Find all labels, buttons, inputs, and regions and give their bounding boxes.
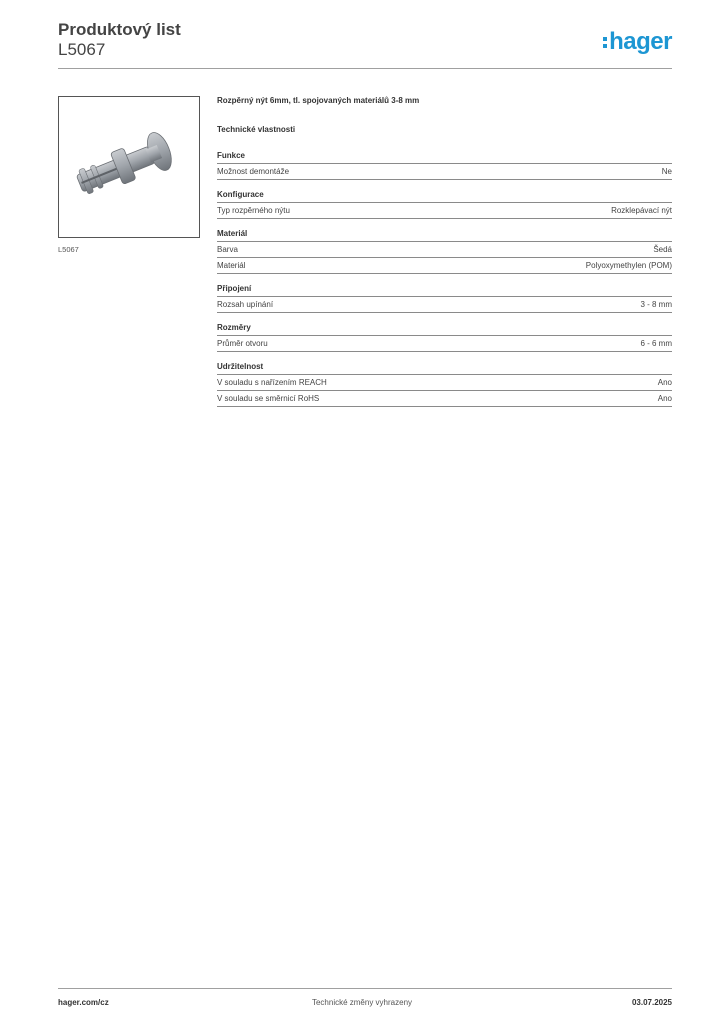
hager-logo [603, 28, 672, 56]
footer-date: 03.07.2025 [631, 998, 672, 1007]
property-row [217, 297, 672, 313]
property-row [217, 375, 672, 391]
group-material [217, 229, 672, 274]
footer-note: Technické změny vyhrazeny [311, 998, 413, 1007]
footer-website-link[interactable]: hager.com/cz [58, 998, 109, 1007]
header-divider [58, 68, 672, 69]
property-value: Rozklepávací nýt [611, 206, 672, 215]
footer-divider [58, 988, 672, 989]
property-value: Šedá [653, 245, 672, 254]
product-description: Rozpěrný nýt 6mm, tl. spojovaných materiálů 3-8 mm [217, 96, 420, 105]
property-value: 3 - 8 mm [640, 300, 672, 309]
product-details [217, 96, 672, 417]
document-title: Produktový list [58, 20, 181, 39]
property-row [217, 391, 672, 407]
property-label: Typ rozpěrného nýtu [217, 206, 290, 215]
product-image [58, 96, 200, 238]
group-title: Funkce [217, 151, 672, 164]
property-label: Možnost demontáže [217, 167, 290, 176]
property-row [217, 203, 672, 219]
section-title: Technické vlastnosti [217, 125, 296, 134]
property-value: Ano [657, 394, 672, 403]
product-code: L5067 [58, 40, 106, 59]
property-row [217, 336, 672, 352]
property-label: Barva [217, 245, 238, 254]
document-header [58, 20, 181, 60]
group-rozmery [217, 323, 672, 352]
image-caption: L5067 [58, 245, 79, 254]
property-label: V souladu s nařízením REACH [217, 378, 327, 387]
rivet-icon [59, 97, 199, 237]
logo-dots-icon [603, 37, 607, 48]
property-value: Ano [657, 378, 672, 387]
property-value: 6 - 6 mm [640, 339, 672, 348]
group-title: Konfigurace [217, 190, 672, 203]
property-row [217, 258, 672, 274]
group-pripojeni [217, 284, 672, 313]
property-label: Materiál [217, 261, 246, 270]
group-title: Udržitelnost [217, 362, 672, 375]
property-value: Ne [661, 167, 672, 176]
group-title: Materiál [217, 229, 672, 242]
group-konfigurace [217, 190, 672, 219]
property-label: Rozsah upínání [217, 300, 274, 309]
property-row [217, 242, 672, 258]
property-value: Polyoxymethylen (POM) [585, 261, 672, 270]
logo-text: hager [609, 28, 672, 55]
property-label: V souladu se směrnicí RoHS [217, 394, 320, 403]
group-title: Rozměry [217, 323, 672, 336]
property-row [217, 164, 672, 180]
group-funkce [217, 151, 672, 180]
group-title: Připojení [217, 284, 672, 297]
group-udrzitelnost [217, 362, 672, 407]
property-label: Průměr otvoru [217, 339, 268, 348]
